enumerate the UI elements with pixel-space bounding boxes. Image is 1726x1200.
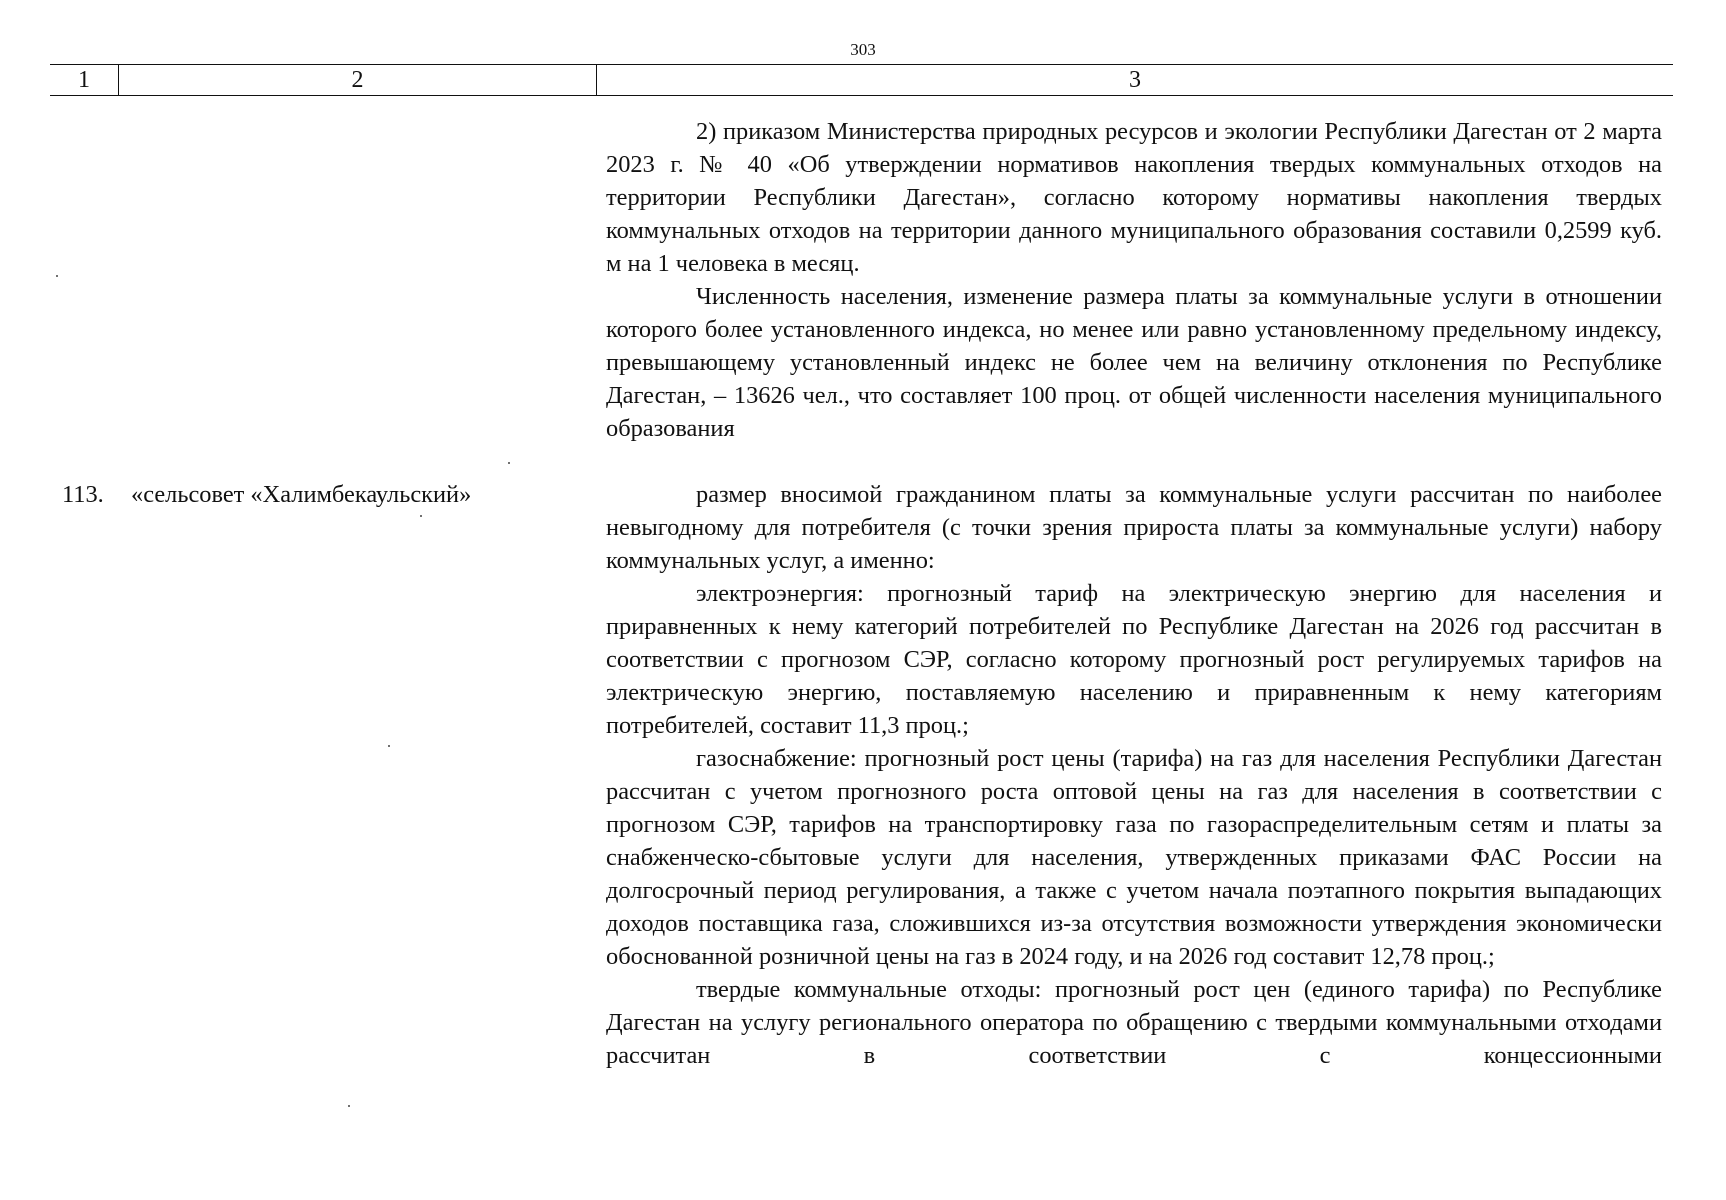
paragraph: Численность населения, изменение размера платы за коммунальные услуги в отношении которого более установленного индекса, но менее или равно установленному предельному индексу, превышающему установленный индекс не более чем на величину отклонения по Республике Дагестан, – 13626 чел., что составляет 100 проц. от общей численности населения муниципального образования	[606, 283, 1662, 442]
scan-speck	[388, 745, 390, 747]
paragraph: твердые коммунальные отходы: прогнозный рост цен (единого тарифа) по Республике Дагестан на услугу регионального оператора по обращению с твердыми коммунальными отходами рассчитан в соответствии с концессионными	[606, 976, 1662, 1069]
paragraph: газоснабжение: прогнозный рост цены (тарифа) на газ для населения Республики Дагестан рассчитан с учетом прогнозного роста оптовой цены на газ для населения в соответствии с прогнозом СЭР, тарифов на транспортировку газа по газораспределительным сетям и платы за снабженческо-сбытовые услуги для населения, утвержденных приказами ФАС России на долгосрочный период регулирования, а также с учетом начала поэтапного покрытия выпадающих доходов поставщика газа, сложившихся из-за отсутствия возможности утверждения экономически обоснованной розничной цены на газ в 2024 году, и на 2026 год составит 12,78 проц.;	[606, 745, 1662, 970]
municipality-name: «сельсовет «Халимбекаульский»	[131, 481, 472, 508]
row-number: 113.	[62, 481, 104, 508]
scan-speck	[56, 275, 58, 277]
paragraph: 2) приказом Министерства природных ресурсов и экологии Республики Дагестан от 2 марта 2023 г. № 40 «Об утверждении нормативов накопления твердых коммунальных отходов на территории Республики Дагестан», согласно которому нормативы накопления твердых коммунальных отходов на территории данного муниципального образования составили 0,2599 куб. м на 1 человека в месяц.	[606, 118, 1662, 277]
scan-speck	[420, 515, 422, 517]
scan-speck	[348, 1105, 350, 1107]
scan-speck	[508, 462, 510, 464]
header-col-1: 1	[50, 65, 119, 95]
row-text	[606, 478, 1662, 1072]
header-col-3: 3	[1129, 67, 1141, 93]
previous-row-text	[606, 115, 1662, 445]
header-col-2: 2	[119, 65, 597, 95]
paragraph: размер вносимой гражданином платы за коммунальные услуги рассчитан по наиболее невыгодному для потребителя (с точки зрения прироста платы за коммунальные услуги) набору коммунальных услуг, а именно:	[606, 481, 1662, 574]
table-header	[50, 64, 1673, 96]
paragraph: электроэнергия: прогнозный тариф на электрическую энергию для населения и приравненных к нему категорий потребителей по Республике Дагестан на 2026 год рассчитан в соответствии с прогнозом СЭР, согласно которому прогнозный рост регулируемых тарифов на электрическую энергию, поставляемую населению и приравненным к нему категориям потребителей, составит 11,3 проц.;	[606, 580, 1662, 739]
page-number: 303	[850, 40, 876, 59]
